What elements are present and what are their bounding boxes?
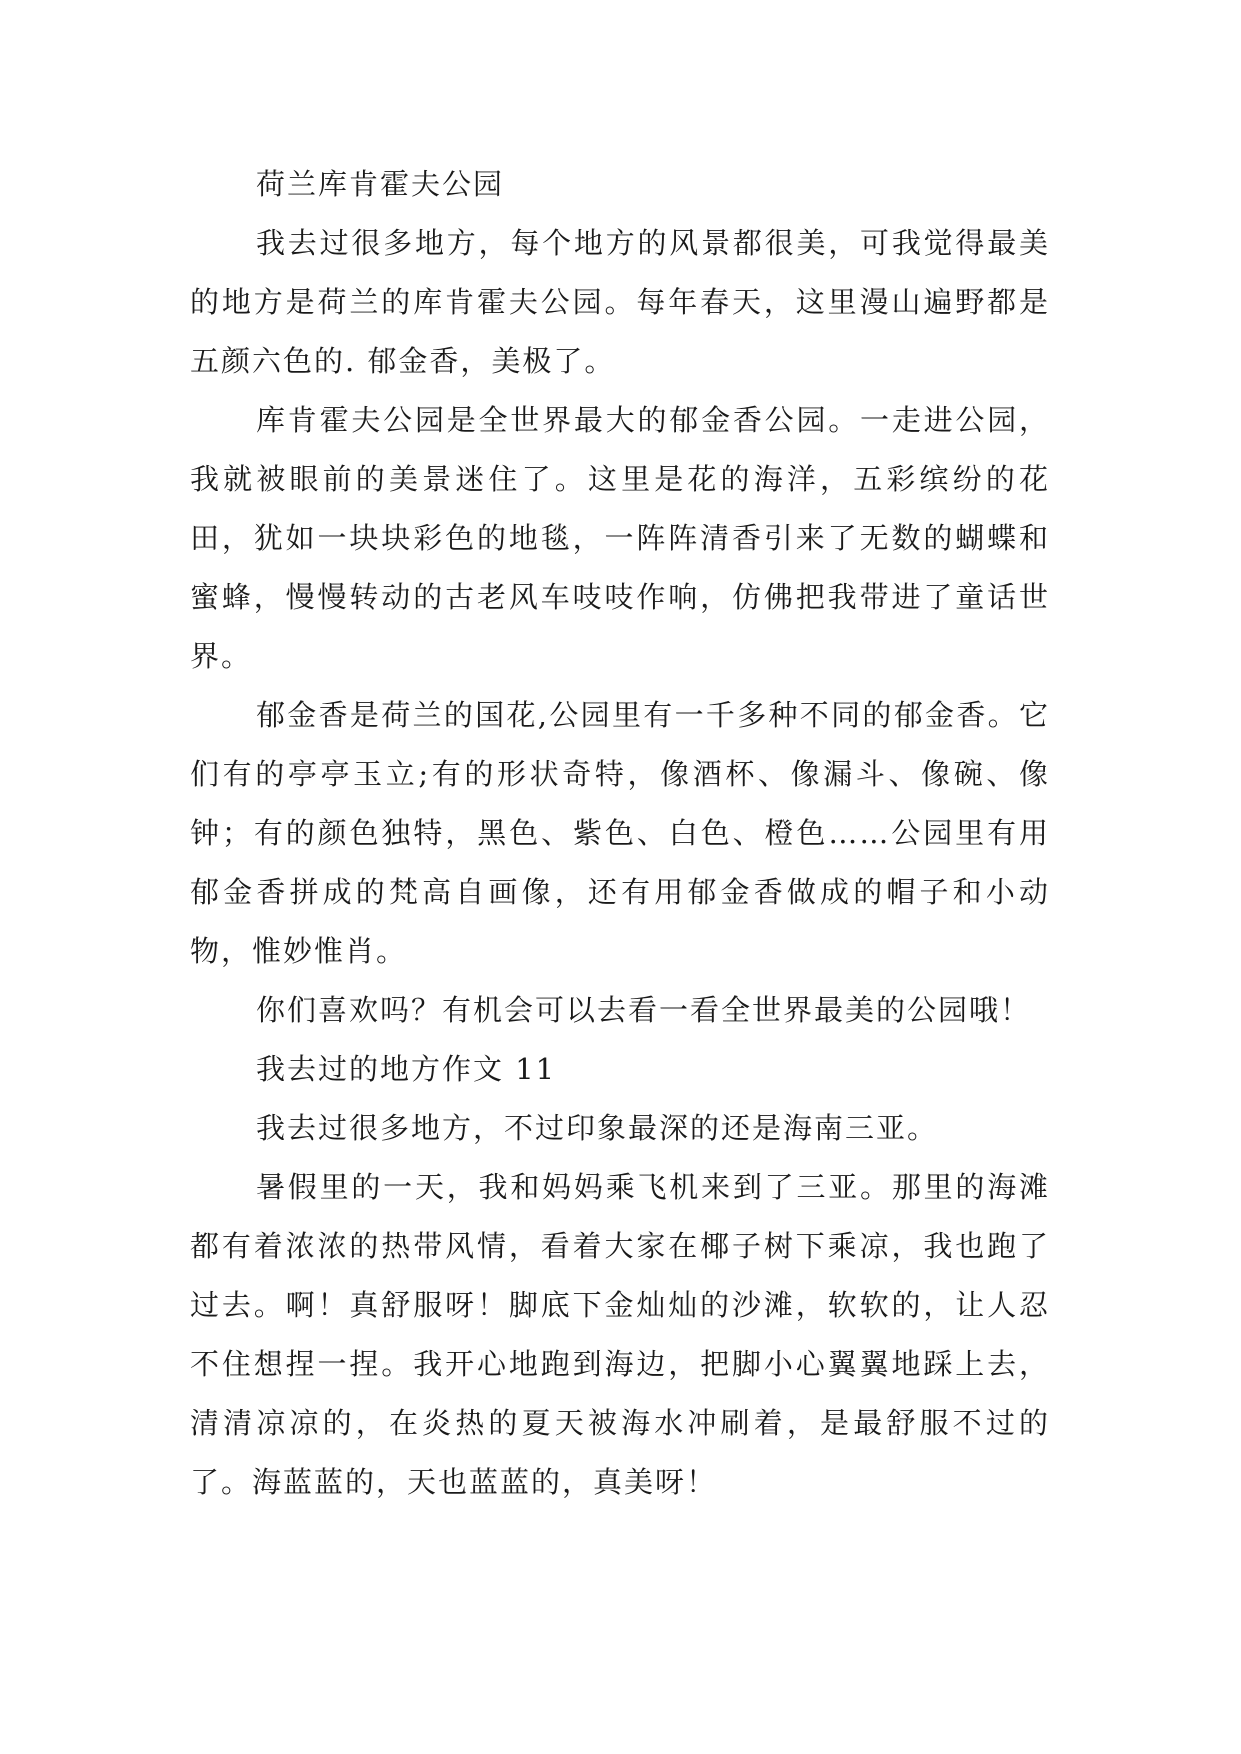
- paragraph: 我去过很多地方，每个地方的风景都很美，可我觉得最美的地方是荷兰的库肯霍夫公园。每年春天，这里漫山遍野都是五颜六色的. 郁金香，美极了。: [190, 226, 1050, 378]
- document-body: [190, 155, 1050, 1512]
- paragraph: 你们喜欢吗？有机会可以去看一看全世界最美的公园哦！: [256, 993, 1032, 1027]
- section-title-keukenhof: 荷兰库肯霍夫公园: [256, 167, 505, 201]
- essay-title-11: 我去过的地方作文 11: [256, 1052, 557, 1086]
- paragraph: 暑假里的一天，我和妈妈乘飞机来到了三亚。那里的海滩都有着浓浓的热带风情，看着大家在椰子树下乘凉，我也跑了过去。啊！真舒服呀！脚底下金灿灿的沙滩，软软的，让人忍不住想捏一捏。我开心地跑到海边，把脚小心翼翼地踩上去，清清凉凉的，在炎热的夏天被海水冲刷着，是最舒服不过的了。海蓝蓝的，天也蓝蓝的，真美呀！: [190, 1170, 1050, 1499]
- paragraph: 库肯霍夫公园是全世界最大的郁金香公园。一走进公园，我就被眼前的美景迷住了。这里是花的海洋，五彩缤纷的花田，犹如一块块彩色的地毯，一阵阵清香引来了无数的蝴蝶和蜜蜂，慢慢转动的古老风车吱吱作响，仿佛把我带进了童话世界。: [190, 403, 1050, 673]
- paragraph: 我去过很多地方，不过印象最深的还是海南三亚。: [256, 1111, 939, 1145]
- paragraph: 郁金香是荷兰的国花,公园里有一千多种不同的郁金香。它们有的亭亭玉立;有的形状奇特，像酒杯、像漏斗、像碗、像钟；有的颜色独特，黑色、紫色、白色、橙色……公园里有用郁金香拼成的梵高自画像，还有用郁金香做成的帽子和小动物，惟妙惟肖。: [190, 698, 1050, 968]
